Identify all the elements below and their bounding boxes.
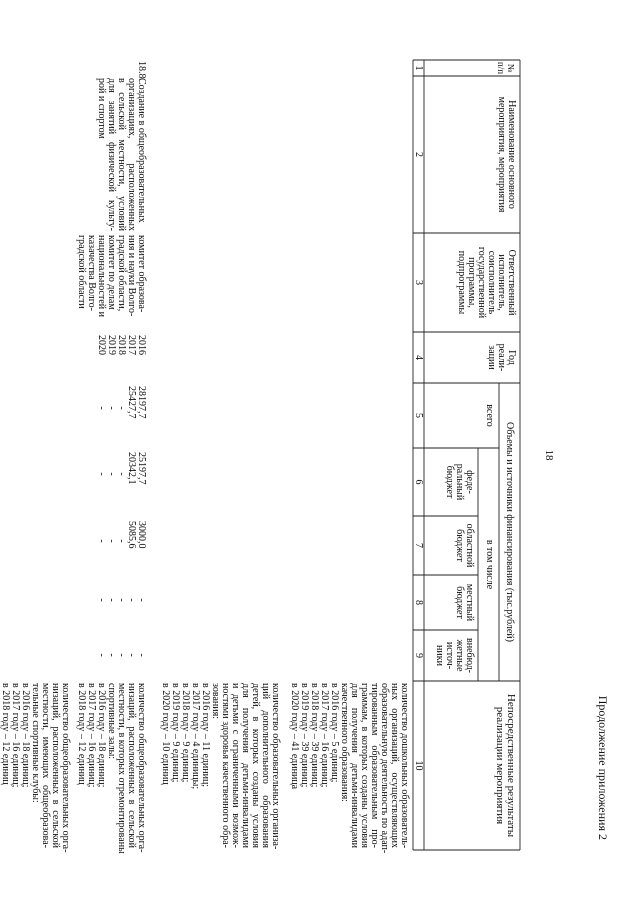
col-number-5: 5 xyxy=(413,413,424,418)
col-number-7: 7 xyxy=(413,543,424,548)
col-number-4: 4 xyxy=(413,355,424,360)
col-number-3: 3 xyxy=(413,280,424,285)
row-total: 28197,7 25427,7 - - - xyxy=(96,386,147,419)
col-year-header: Год реали- зации xyxy=(486,343,517,372)
funding-header: Объемы и источники финансирования (тыс.рублей) xyxy=(504,422,515,642)
results-block-preschool: количество дошкольных образователь- ных организаций, осуществляющих образовательную деятельность по адап- тированным образовательным про- граммам, в которых созданы условия для получения детьми-инвалидами качественного образования: в 2016 году – 5 единиц; в 2017 году – 16 единиц; в 2018 году – 39 единиц; в 2019 году – 39 единиц; в 2020 году – 41 единица xyxy=(289,683,410,854)
federal-header: феде- ральный бюджет xyxy=(444,463,475,501)
appendix-header: Продолжение приложения 2 xyxy=(596,695,610,840)
col-number-1: 1 xyxy=(413,65,424,71)
including-header: в том числе xyxy=(484,539,495,590)
col-name-header: Наименование основного мероприятия, мероприятия xyxy=(496,96,517,213)
row-years: 2016 2017 2018 2019 2020 xyxy=(96,335,147,355)
local-header: местный бюджет xyxy=(454,583,475,622)
col-number-8: 8 xyxy=(413,600,424,605)
row-extrabudget: - - - - - xyxy=(96,653,147,657)
regional-header: областной бюджет xyxy=(454,523,475,568)
extrabudget-header: внебюд- жетные источ- ники xyxy=(434,638,475,673)
row-number: 18.8. xyxy=(136,61,147,81)
row-results-sport-clubs: количество общеобразовательных орга- низаций, расположенных в сельской местности, имеющих общеобразова- тельные спортивные клубы: в 2016 году – 18 единиц; в 2017 году – 16 единиц; в 2018 году – 12 единиц xyxy=(0,683,71,853)
col-num-header: № п/п xyxy=(496,61,516,75)
results-header: Непосредственные результаты реализации мероприятия xyxy=(494,693,517,838)
col-executor-header: Ответственный исполнитель, соисполнитель государственной программы, подпрограммы xyxy=(456,246,517,319)
row-results-sport-halls: количество общеобразовательных орга- низаций, расположенных в сельской местности, в которых отремонтированы спортивные залы: в 2016 году – 18 единиц; в 2017 году – 16 единиц; в 2018 году – 12 единиц xyxy=(76,683,147,854)
row-executor: комитет образова- ния и науки Волго- градской области, комитет по делам национальностей и казачества Волго- градской области xyxy=(76,235,147,317)
row-local: - - - - - xyxy=(96,598,147,602)
col-number-10: 10 xyxy=(413,760,424,771)
col-number-2: 2 xyxy=(413,152,424,157)
col-number-9: 9 xyxy=(413,653,424,658)
results-block-additional-education: количество образовательных организа- ций дополнительного образования детей, в которых созданы условия для получения детьми-инвалидами и детьми с ограниченными возмож- ностями здоровья качественного обра- зования: в 2016 году – 11 единиц; в 2017 году – 4 единицы; в 2018 году – 9 единиц; в 2019 году – 9 единиц; в 2020 году – 10 единиц xyxy=(160,683,281,850)
row-federal: 25197,7 20342,1 - - - xyxy=(96,452,147,485)
row-regional: 3000,0 5085,6 - - - xyxy=(96,521,147,549)
col-number-6: 6 xyxy=(413,479,424,485)
total-header: всего xyxy=(484,404,495,427)
page-number: 18 xyxy=(543,449,555,461)
row-name: Создание в общеобразовательных организациях, расположенных в сельской местности, условий для занятий физической культу- рой и спортом xyxy=(96,78,147,231)
